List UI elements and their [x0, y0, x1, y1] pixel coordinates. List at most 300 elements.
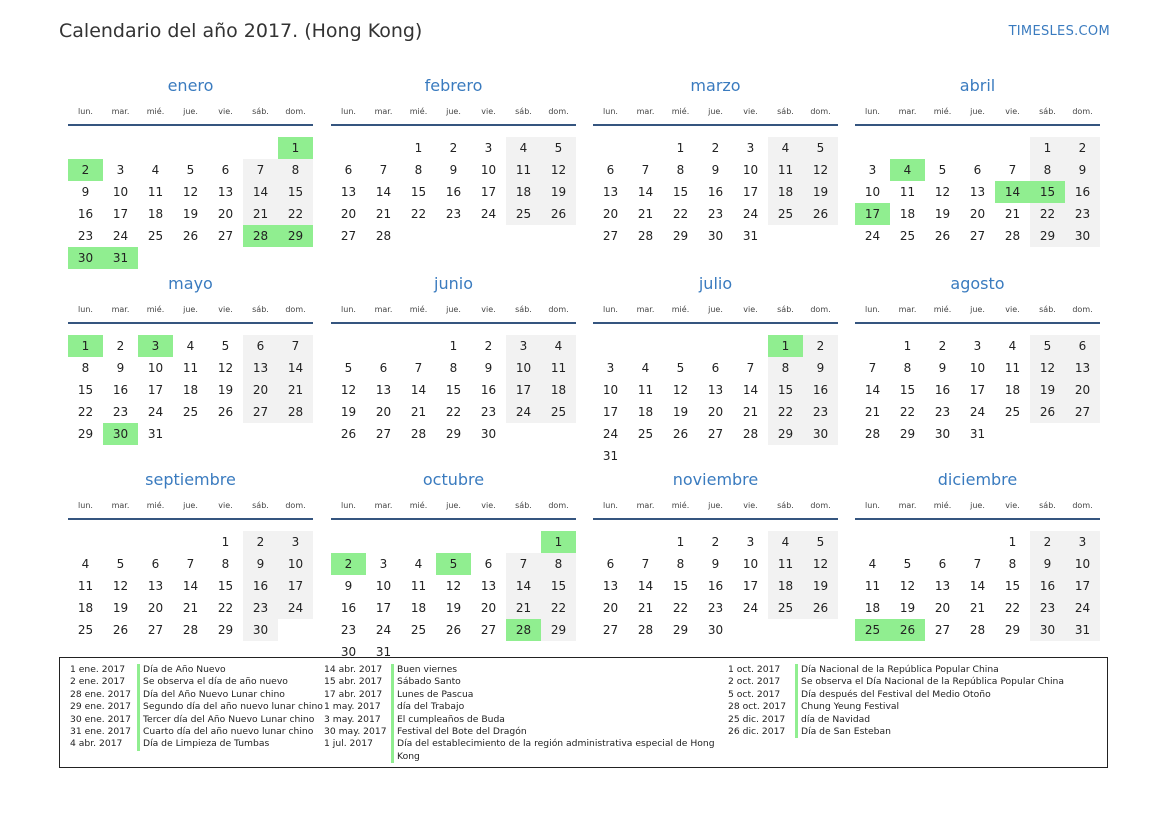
- day-cell: 27: [934, 623, 951, 637]
- day-cell: 18: [768, 181, 803, 203]
- day-cell: 2: [243, 531, 278, 553]
- day-cell: 23: [445, 207, 462, 221]
- day-cell: 27: [969, 229, 986, 243]
- weekday-label: mié.: [671, 305, 690, 314]
- day-cell: 23: [707, 601, 724, 615]
- weekday-label: sáb.: [252, 501, 269, 510]
- day-cell: 2: [803, 335, 838, 357]
- day-cell: 22: [672, 207, 689, 221]
- weekday-label: mié.: [146, 501, 165, 510]
- day-cell: 28: [375, 229, 392, 243]
- day-cell: 12: [541, 159, 576, 181]
- day-cell: 20: [602, 601, 619, 615]
- weekday-label: mar.: [374, 107, 393, 116]
- day-cell: 18: [506, 181, 541, 203]
- month-abril: [855, 76, 1100, 266]
- holiday-day-cell: 1: [541, 531, 576, 553]
- holiday-marker: [795, 676, 798, 688]
- day-cell: 21: [410, 405, 427, 419]
- weekday-label: jue.: [183, 305, 198, 314]
- holiday-day-cell: 26: [890, 619, 925, 641]
- weekday-label: lun.: [341, 107, 356, 116]
- day-cell: 19: [541, 181, 576, 203]
- weekday-header: [593, 107, 838, 119]
- day-cell: 26: [445, 623, 462, 637]
- weekday-label: jue.: [708, 501, 723, 510]
- day-cell: 15: [768, 379, 803, 401]
- weekday-label: dom.: [548, 305, 569, 314]
- holiday-marker: [795, 664, 798, 676]
- weekday-label: sáb.: [1039, 501, 1056, 510]
- month-header-rule: [593, 518, 838, 520]
- day-cell: 12: [803, 553, 838, 575]
- month-marzo: [593, 76, 838, 266]
- day-cell: 4: [1008, 339, 1017, 353]
- weekday-label: dom.: [810, 305, 831, 314]
- day-cell: 10: [375, 579, 392, 593]
- day-cell: 15: [278, 181, 313, 203]
- day-cell: 8: [903, 361, 912, 375]
- weekday-label: dom.: [1072, 305, 1093, 314]
- day-cell: 9: [1065, 159, 1100, 181]
- day-cell: 17: [375, 601, 392, 615]
- day-cell: 11: [506, 159, 541, 181]
- weekday-label: mar.: [636, 501, 655, 510]
- weekday-label: jue.: [708, 305, 723, 314]
- holiday-date: 28 ene. 2017: [70, 688, 131, 700]
- day-cell: 31: [742, 229, 759, 243]
- day-cell: 16: [707, 579, 724, 593]
- holiday-legend: [59, 657, 1108, 768]
- legend-row: [324, 714, 724, 726]
- holiday-date: 5 oct. 2017: [728, 688, 781, 700]
- weekday-label: jue.: [183, 501, 198, 510]
- month-septiembre: [68, 470, 313, 660]
- day-cell: 8: [676, 163, 685, 177]
- weekday-label: lun.: [78, 305, 93, 314]
- day-cell: 5: [221, 339, 230, 353]
- weekday-label: lun.: [865, 305, 880, 314]
- weekday-label: vie.: [481, 305, 496, 314]
- day-cell: 22: [1030, 203, 1065, 225]
- legend-row: [324, 738, 724, 763]
- day-cell: 3: [746, 535, 755, 549]
- day-cell: 13: [602, 579, 619, 593]
- weekday-label: lun.: [603, 107, 618, 116]
- day-cell: 6: [379, 361, 388, 375]
- day-cell: 29: [541, 619, 576, 641]
- day-cell: 14: [969, 579, 986, 593]
- day-cell: 17: [147, 383, 164, 397]
- day-cell: 19: [672, 405, 689, 419]
- day-cell: 17: [969, 383, 986, 397]
- day-cell: 27: [602, 623, 619, 637]
- day-cell: 23: [77, 229, 94, 243]
- day-cell: 24: [969, 405, 986, 419]
- day-cell: 13: [217, 185, 234, 199]
- day-cell: 28: [637, 623, 654, 637]
- holiday-marker: [137, 726, 140, 738]
- day-cell: 7: [641, 557, 650, 571]
- day-cell: 10: [969, 361, 986, 375]
- day-cell: 22: [445, 405, 462, 419]
- day-cell: 10: [147, 361, 164, 375]
- weekday-label: sáb.: [1039, 305, 1056, 314]
- weekday-label: dom.: [810, 501, 831, 510]
- day-cell: 10: [1065, 553, 1100, 575]
- day-cell: 2: [484, 339, 493, 353]
- month-header-rule: [68, 124, 313, 126]
- day-cell: 23: [707, 207, 724, 221]
- weekday-label: mié.: [409, 107, 428, 116]
- legend-row: [324, 676, 724, 688]
- day-cell: 8: [278, 159, 313, 181]
- day-cell: 11: [637, 383, 654, 397]
- day-cell: 31: [147, 427, 164, 441]
- day-cell: 22: [1004, 601, 1021, 615]
- day-cell: 16: [480, 383, 497, 397]
- day-cell: 25: [410, 623, 427, 637]
- holiday-day-cell: 31: [103, 247, 138, 269]
- day-cell: 25: [147, 229, 164, 243]
- day-cell: 11: [864, 579, 881, 593]
- day-cell: 23: [243, 597, 278, 619]
- holiday-name: día de Navidad: [801, 713, 871, 725]
- day-cell: 18: [637, 405, 654, 419]
- holiday-marker: [795, 689, 798, 701]
- day-cell: 6: [938, 557, 947, 571]
- day-cell: 15: [541, 575, 576, 597]
- day-cell: 17: [742, 579, 759, 593]
- month-noviembre: [593, 470, 838, 660]
- day-cell: 13: [969, 185, 986, 199]
- day-cell: 9: [243, 553, 278, 575]
- weekday-label: dom.: [285, 107, 306, 116]
- day-cell: 16: [243, 575, 278, 597]
- day-cell: 26: [1030, 401, 1065, 423]
- day-cell: 3: [973, 339, 982, 353]
- day-cell: 18: [768, 575, 803, 597]
- day-cell: 24: [742, 207, 759, 221]
- day-cell: 27: [602, 229, 619, 243]
- day-cell: 30: [803, 423, 838, 445]
- day-cell: 15: [672, 579, 689, 593]
- holiday-name: Día del establecimiento de la región administrativa especial de Hong Kong: [397, 738, 715, 762]
- day-cell: 22: [672, 601, 689, 615]
- weekday-label: sáb.: [515, 107, 532, 116]
- day-cell: 28: [864, 427, 881, 441]
- day-cell: 20: [969, 207, 986, 221]
- day-cell: 9: [484, 361, 493, 375]
- day-cell: 18: [864, 601, 881, 615]
- day-cell: 12: [217, 361, 234, 375]
- day-cell: 19: [899, 601, 916, 615]
- holiday-day-cell: 28: [506, 619, 541, 641]
- day-cell: 29: [899, 427, 916, 441]
- day-cell: 13: [602, 185, 619, 199]
- day-cell: 7: [506, 553, 541, 575]
- day-cell: 14: [243, 181, 278, 203]
- day-cell: 20: [934, 601, 951, 615]
- day-cell: 27: [375, 427, 392, 441]
- weekday-label: vie.: [481, 107, 496, 116]
- day-cell: 14: [410, 383, 427, 397]
- legend-row: [728, 701, 1088, 713]
- weekday-label: mar.: [111, 107, 130, 116]
- weekday-header: [68, 107, 313, 119]
- holiday-name: Festival del Bote del Dragón: [397, 726, 527, 738]
- legend-row: [324, 689, 724, 701]
- holiday-date: 1 jul. 2017: [324, 738, 373, 750]
- day-cell: 23: [340, 623, 357, 637]
- day-cell: 20: [147, 601, 164, 615]
- month-name: octubre: [422, 470, 485, 489]
- day-cell: 9: [711, 163, 720, 177]
- day-cell: 12: [340, 383, 357, 397]
- day-cell: 31: [602, 449, 619, 463]
- day-cell: 14: [864, 383, 881, 397]
- day-cell: 2: [938, 339, 947, 353]
- weekday-label: sáb.: [777, 305, 794, 314]
- day-cell: 15: [410, 185, 427, 199]
- day-cell: 14: [375, 185, 392, 199]
- day-cell: 11: [182, 361, 199, 375]
- holiday-name: Día después del Festival del Medio Otoño: [801, 688, 991, 700]
- holiday-date: 3 may. 2017: [324, 713, 381, 725]
- weekday-header: [68, 305, 313, 317]
- day-cell: 7: [868, 361, 877, 375]
- legend-row: [728, 726, 1088, 738]
- day-cell: 5: [1030, 335, 1065, 357]
- day-cell: 28: [969, 623, 986, 637]
- weekday-header: [855, 305, 1100, 317]
- holiday-name: Se observa el Día Nacional de la República Popular China: [801, 676, 1064, 688]
- day-cell: 21: [864, 405, 881, 419]
- day-cell: 10: [506, 357, 541, 379]
- day-cell: 4: [541, 335, 576, 357]
- day-cell: 3: [278, 531, 313, 553]
- weekday-label: mié.: [933, 305, 952, 314]
- day-cell: 16: [340, 601, 357, 615]
- day-cell: 28: [182, 623, 199, 637]
- day-cell: 30: [707, 229, 724, 243]
- weekday-label: vie.: [218, 501, 233, 510]
- day-cell: 15: [217, 579, 234, 593]
- day-cell: 5: [344, 361, 353, 375]
- weekday-label: mié.: [146, 107, 165, 116]
- weekday-label: sáb.: [1039, 107, 1056, 116]
- legend-column-2: [324, 664, 724, 763]
- day-cell: 17: [506, 379, 541, 401]
- weekday-label: mié.: [933, 501, 952, 510]
- day-cell: 10: [742, 163, 759, 177]
- day-cell: 23: [934, 405, 951, 419]
- day-cell: 30: [480, 427, 497, 441]
- holiday-name: Chung Yeung Festival: [801, 701, 900, 713]
- weekday-label: vie.: [743, 305, 758, 314]
- weekday-label: lun.: [341, 501, 356, 510]
- holiday-name: Día de San Esteban: [801, 726, 891, 738]
- day-cell: 18: [182, 383, 199, 397]
- day-cell: 10: [112, 185, 129, 199]
- day-cell: 16: [803, 379, 838, 401]
- day-cell: 21: [182, 601, 199, 615]
- month-name: noviembre: [672, 470, 759, 489]
- holiday-marker: [391, 738, 394, 763]
- day-cell: 7: [973, 557, 982, 571]
- holiday-day-cell: 2: [331, 553, 366, 575]
- day-cell: 25: [541, 401, 576, 423]
- weekday-label: vie.: [218, 107, 233, 116]
- day-cell: 5: [938, 163, 947, 177]
- weekday-label: lun.: [603, 305, 618, 314]
- day-cell: 16: [1065, 181, 1100, 203]
- holiday-name: Día de Limpieza de Tumbas: [143, 738, 270, 750]
- weekday-header: [855, 501, 1100, 513]
- weekday-label: vie.: [1005, 305, 1020, 314]
- day-cell: 4: [868, 557, 877, 571]
- holiday-day-cell: 25: [855, 619, 890, 641]
- day-cell: 22: [77, 405, 94, 419]
- day-cell: 29: [768, 423, 803, 445]
- day-cell: 24: [147, 405, 164, 419]
- day-cell: 9: [938, 361, 947, 375]
- legend-column-1: [70, 664, 325, 751]
- weekday-label: jue.: [970, 501, 985, 510]
- month-agosto: [855, 274, 1100, 464]
- month-name: agosto: [950, 274, 1005, 293]
- day-cell: 18: [410, 601, 427, 615]
- weekday-label: mar.: [636, 107, 655, 116]
- day-cell: 1: [221, 535, 230, 549]
- holiday-marker: [137, 676, 140, 688]
- holiday-name: Sábado Santo: [397, 676, 461, 688]
- weekday-label: lun.: [865, 501, 880, 510]
- day-cell: 11: [768, 553, 803, 575]
- day-cell: 6: [243, 335, 278, 357]
- holiday-date: 2 oct. 2017: [728, 676, 781, 688]
- day-cell: 10: [480, 163, 497, 177]
- day-cell: 19: [934, 207, 951, 221]
- month-name: enero: [167, 76, 214, 95]
- month-name: junio: [434, 274, 473, 293]
- holiday-marker: [391, 676, 394, 688]
- day-cell: 27: [147, 623, 164, 637]
- day-cell: 21: [969, 601, 986, 615]
- day-cell: 2: [711, 141, 720, 155]
- day-cell: 25: [182, 405, 199, 419]
- holiday-name: Se observa el día de año nuevo: [143, 676, 288, 688]
- weekday-label: sáb.: [777, 501, 794, 510]
- day-cell: 17: [602, 405, 619, 419]
- day-cell: 26: [803, 203, 838, 225]
- holiday-day-cell: 2: [68, 159, 103, 181]
- day-cell: 21: [278, 379, 313, 401]
- month-name: febrero: [424, 76, 483, 95]
- legend-row: [324, 701, 724, 713]
- weekday-label: sáb.: [515, 305, 532, 314]
- weekday-label: mar.: [374, 501, 393, 510]
- weekday-label: mié.: [671, 501, 690, 510]
- day-cell: 4: [768, 531, 803, 553]
- day-cell: 10: [278, 553, 313, 575]
- weekday-label: dom.: [285, 501, 306, 510]
- weekday-header: [593, 501, 838, 513]
- holiday-date: 28 oct. 2017: [728, 701, 787, 713]
- holiday-name: día del Trabajo: [397, 701, 465, 713]
- day-cell: 24: [864, 229, 881, 243]
- day-cell: 5: [541, 137, 576, 159]
- brand-link[interactable]: TIMESLES.COM: [1008, 24, 1110, 39]
- weekday-label: sáb.: [252, 107, 269, 116]
- weekday-label: mar.: [111, 501, 130, 510]
- day-cell: 3: [506, 335, 541, 357]
- month-name: marzo: [690, 76, 741, 95]
- day-cell: 15: [899, 383, 916, 397]
- holiday-day-cell: 28: [243, 225, 278, 247]
- weekday-label: mié.: [671, 107, 690, 116]
- weekday-label: mar.: [374, 305, 393, 314]
- weekday-label: jue.: [970, 305, 985, 314]
- day-cell: 27: [243, 401, 278, 423]
- day-cell: 25: [768, 203, 803, 225]
- day-cell: 11: [147, 185, 164, 199]
- day-cell: 7: [243, 159, 278, 181]
- legend-row: [728, 676, 1088, 688]
- weekday-label: mié.: [409, 305, 428, 314]
- weekday-label: jue.: [446, 107, 461, 116]
- holiday-name: Lunes de Pascua: [397, 688, 474, 700]
- holiday-date: 15 abr. 2017: [324, 676, 383, 688]
- day-cell: 7: [641, 163, 650, 177]
- weekday-header: [331, 501, 576, 513]
- legend-row: [728, 714, 1088, 726]
- day-cell: 13: [147, 579, 164, 593]
- legend-row: [324, 726, 724, 738]
- legend-column-3: [728, 664, 1088, 738]
- day-cell: 29: [1030, 225, 1065, 247]
- weekday-label: mié.: [933, 107, 952, 116]
- holiday-marker: [137, 738, 140, 750]
- day-cell: 21: [637, 207, 654, 221]
- holiday-date: 4 abr. 2017: [70, 738, 123, 750]
- day-cell: 4: [81, 557, 90, 571]
- holiday-marker: [391, 664, 394, 676]
- day-cell: 25: [899, 229, 916, 243]
- day-cell: 31: [969, 427, 986, 441]
- day-cell: 6: [711, 361, 720, 375]
- day-cell: 27: [1065, 401, 1100, 423]
- day-cell: 25: [1004, 405, 1021, 419]
- day-cell: 26: [340, 427, 357, 441]
- day-cell: 9: [116, 361, 125, 375]
- holiday-marker: [391, 689, 394, 701]
- day-cell: 26: [112, 623, 129, 637]
- day-cell: 1: [676, 141, 685, 155]
- weekday-header: [331, 107, 576, 119]
- day-cell: 3: [1065, 531, 1100, 553]
- holiday-marker: [391, 726, 394, 738]
- legend-row: [70, 738, 325, 750]
- day-cell: 24: [1065, 597, 1100, 619]
- day-cell: 8: [1030, 159, 1065, 181]
- day-cell: 19: [112, 601, 129, 615]
- day-cell: 9: [1030, 553, 1065, 575]
- holiday-day-cell: 29: [278, 225, 313, 247]
- weekday-label: jue.: [970, 107, 985, 116]
- month-name: abril: [959, 76, 996, 95]
- day-cell: 9: [803, 357, 838, 379]
